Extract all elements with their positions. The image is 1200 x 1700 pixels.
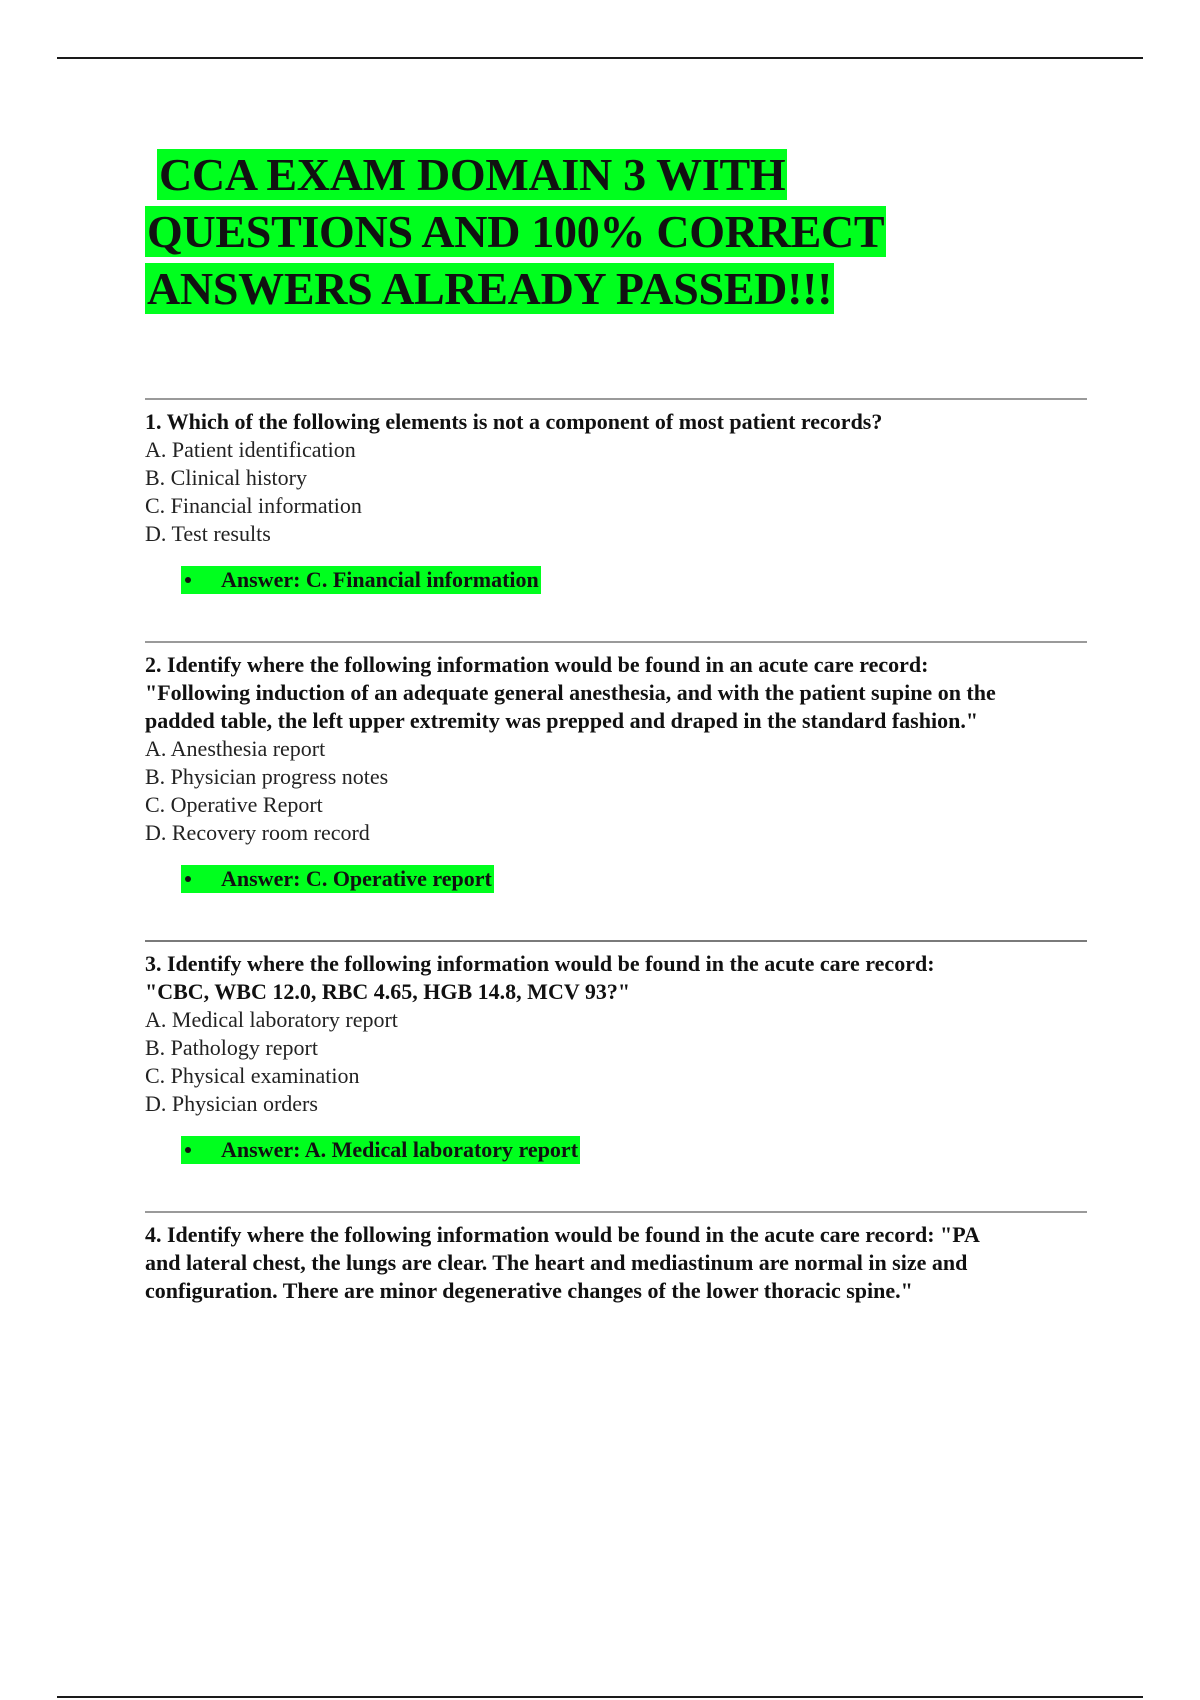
option-a: A. Medical laboratory report xyxy=(145,1007,398,1032)
questions-list xyxy=(145,398,1087,1305)
question-text-line-3: configuration. There are minor degenerative changes of the lower thoracic spine." xyxy=(145,1278,913,1303)
answer-highlight xyxy=(181,865,494,893)
option-d: D. Recovery room record xyxy=(145,820,370,845)
question-text-line-2: "CBC, WBC 12.0, RBC 4.65, HGB 14.8, MCV 93?" xyxy=(145,979,631,1004)
answer-text: Answer: C. Operative report xyxy=(221,866,492,891)
answer-row xyxy=(145,865,1087,893)
page-top-rule xyxy=(57,57,1143,59)
option-d: D. Physician orders xyxy=(145,1091,318,1116)
question-text-line-2: "Following induction of an adequate general anesthesia, and with the patient supine on the xyxy=(145,680,996,705)
title-line-3: ANSWERS ALREADY PASSED!!! xyxy=(147,263,833,314)
option-c: C. Financial information xyxy=(145,493,362,518)
question-3 xyxy=(145,942,1087,1211)
answer-text: Answer: A. Medical laboratory report xyxy=(221,1137,579,1162)
answer-row xyxy=(145,1136,1087,1164)
option-a: A. Anesthesia report xyxy=(145,736,326,761)
question-2 xyxy=(145,643,1087,940)
question-text-line-1: 3. Identify where the following information would be found in the acute care record: xyxy=(145,951,935,976)
option-b: B. Pathology report xyxy=(145,1035,318,1060)
option-b: B. Physician progress notes xyxy=(145,764,389,789)
option-c: C. Operative Report xyxy=(145,792,323,817)
document-title xyxy=(145,146,1045,317)
answer-highlight xyxy=(181,566,541,594)
question-text-line-1: 4. Identify where the following information would be found in the acute care record: "PA xyxy=(145,1222,980,1247)
bullet-icon xyxy=(185,1147,191,1153)
option-b: B. Clinical history xyxy=(145,465,307,490)
question-text-line-3: padded table, the left upper extremity was prepped and draped in the standard fashion." xyxy=(145,708,979,733)
option-a: A. Patient identification xyxy=(145,437,356,462)
question-text-line-2: and lateral chest, the lungs are clear. The heart and mediastinum are normal in size and xyxy=(145,1250,968,1275)
question-4 xyxy=(145,1213,1087,1305)
title-line-2: QUESTIONS AND 100% CORRECT xyxy=(147,206,885,257)
question-text-line-1: 2. Identify where the following information would be found in an acute care record: xyxy=(145,652,929,677)
title-line-1: CCA EXAM DOMAIN 3 WITH xyxy=(159,149,786,200)
question-1 xyxy=(145,400,1087,641)
page-bottom-rule xyxy=(57,1696,1143,1698)
answer-text: Answer: C. Financial information xyxy=(221,567,539,592)
bullet-icon xyxy=(185,876,191,882)
question-text: 1. Which of the following elements is not a component of most patient records? xyxy=(145,409,883,434)
option-d: D. Test results xyxy=(145,521,271,546)
answer-row xyxy=(145,566,1087,594)
bullet-icon xyxy=(185,577,191,583)
answer-highlight xyxy=(181,1136,580,1164)
option-c: C. Physical examination xyxy=(145,1063,360,1088)
